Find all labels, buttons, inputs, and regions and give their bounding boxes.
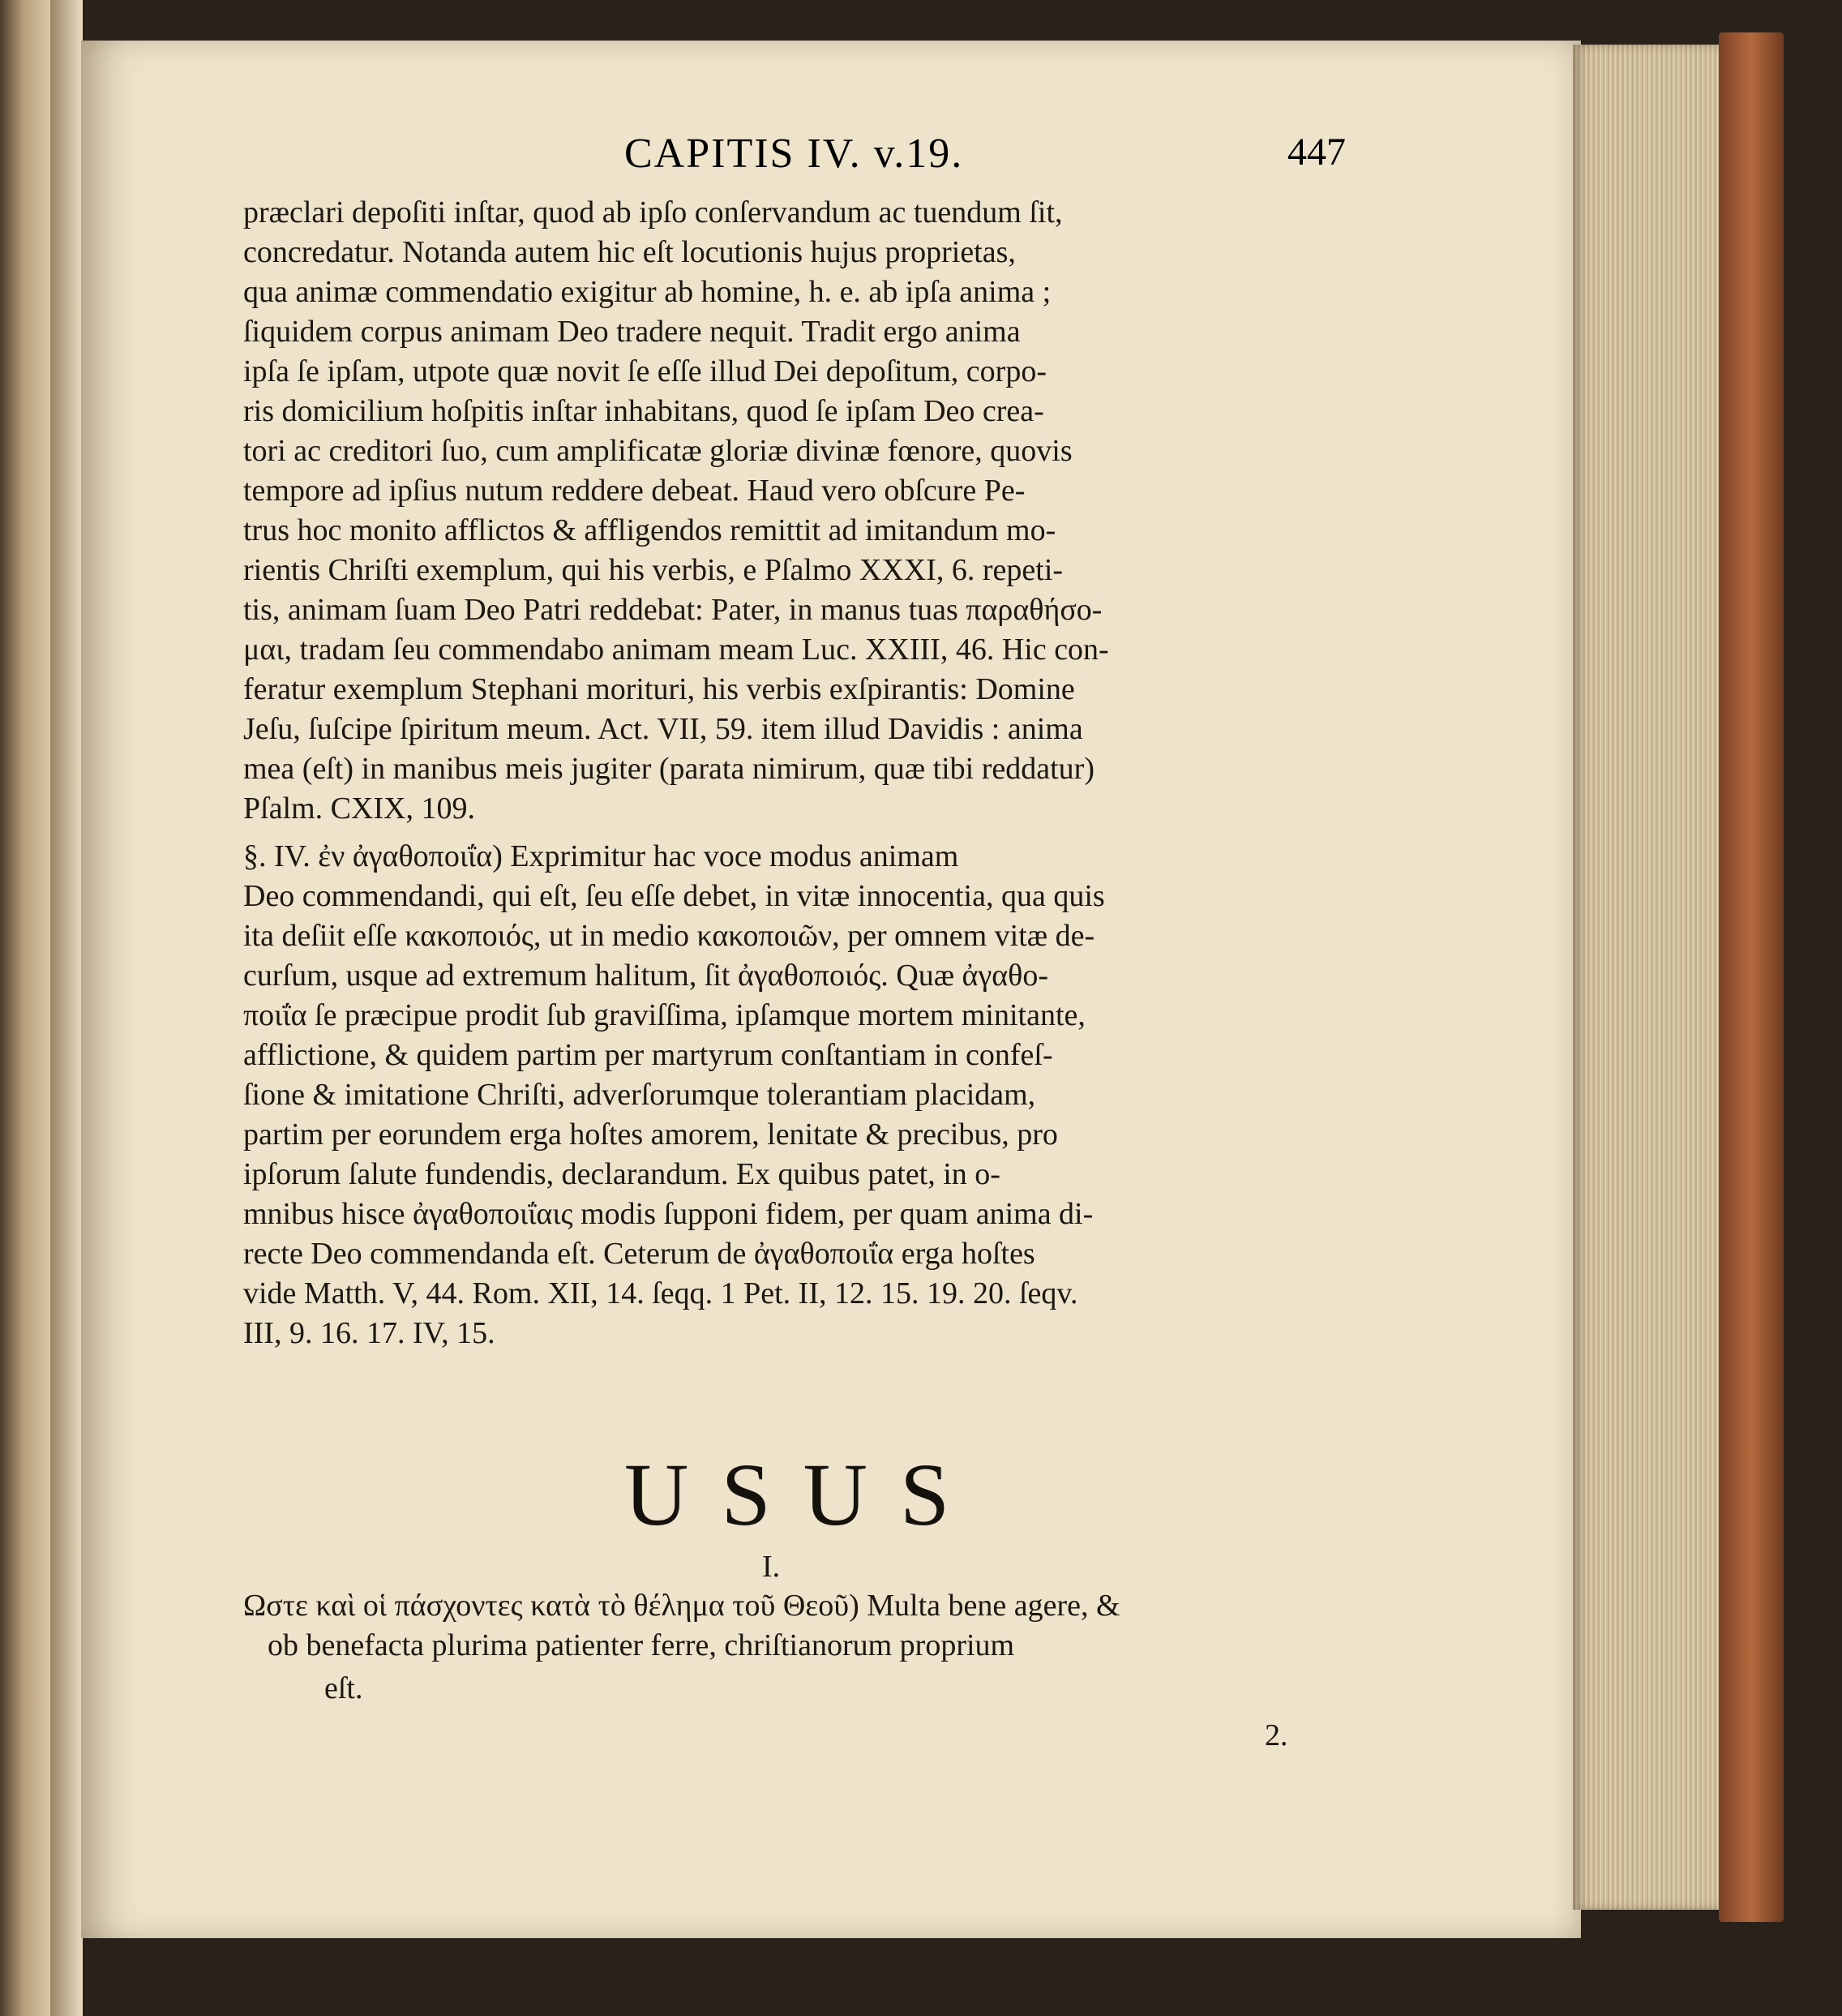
text-line: ris domicilium hoſpitis inſtar inhabitans, quod ſe ipſam Deo crea- (243, 394, 1044, 428)
text-line: recte Deo commendanda eſt. Ceterum de ἀγαθοποιΐα erga hoſtes (243, 1237, 1035, 1271)
text-line: tis, animam ſuam Deo Patri reddebat: Pater, in manus tuas παραθήσο- (243, 593, 1103, 627)
text-line: Ωστε καὶ οἱ πάσχοντες κατὰ τὸ θέλημα τοῦ Θεοῦ) Multa bene agere, & (243, 1589, 1120, 1623)
text-line: §. IV. ἐν ἀγαθοποιΐα) Exprimitur hac voce modus animam (243, 839, 959, 873)
text-line: partim per eorundem erga hoſtes amorem, lenitate & precibus, pro (243, 1117, 1058, 1152)
catchword: 2. (1265, 1718, 1288, 1752)
text-line: ob benefacta plurima patienter ferre, chriſtianorum proprium (268, 1628, 1015, 1662)
text-line: qua animæ commendatio exigitur ab homine, h. e. ab ipſa anima ; (243, 275, 1052, 309)
book-gutter (50, 0, 83, 2016)
page-number: 447 (1287, 131, 1346, 174)
text-line: ita deſiit eſſe κακοποιός, ut in medio κακοποιῶν, per omnem vitæ de- (243, 919, 1095, 953)
text-line: eſt. (324, 1671, 363, 1705)
text-line: ipſa ſe ipſam, utpote quæ novit ſe eſſe illud Dei depoſitum, corpo- (243, 354, 1047, 388)
text-line: ſiquidem corpus animam Deo tradere nequit. Tradit ergo anima (243, 315, 1021, 349)
text-line: μαι, tradam ſeu commendabo animam meam Luc. XXIII, 46. Hic con- (243, 633, 1109, 667)
text-line: curſum, usque ad extremum halitum, ſit ἀγαθοποιός. Quæ ἀγαθο- (243, 959, 1049, 993)
section-heading: USUS (624, 1445, 983, 1544)
text-line: tempore ad ipſius nutum reddere debeat. Haud vero obſcure Pe- (243, 474, 1026, 508)
left-page-edge (0, 0, 50, 2016)
text-line: concredatur. Notanda autem hic eſt locutionis hujus proprietas, (243, 235, 1016, 269)
text-line: vide Matth. V, 44. Rom. XII, 14. ſeqq. 1 Pet. II, 12. 15. 19. 20. ſeqv. (243, 1276, 1078, 1310)
text-line: ſione & imitatione Chriſti, adverſorumque tolerantiam placidam, (243, 1078, 1036, 1112)
text-line: III, 9. 16. 17. IV, 15. (243, 1316, 495, 1350)
leather-cover-edge (1719, 32, 1784, 1922)
page-fore-edge (1573, 45, 1735, 1910)
running-head-title: CAPITIS IV. v.19. (624, 131, 964, 177)
section-number: I. (762, 1550, 781, 1584)
text-line: Deo commendandi, qui eſt, ſeu eſſe debet, in vitæ innocentia, qua quis (243, 879, 1105, 913)
text-line: feratur exemplum Stephani morituri, his verbis exſpirantis: Domine (243, 672, 1075, 706)
text-line: trus hoc monito afflictos & affligendos remittit ad imitandum mo- (243, 513, 1056, 547)
running-head (243, 130, 1346, 178)
text-line: mnibus hisce ἀγαθοποιΐαις modis ſupponi fidem, per quam anima di- (243, 1197, 1094, 1231)
text-line: Pſalm. CXIX, 109. (243, 791, 476, 826)
text-line: afflictione, & quidem partim per martyrum conſtantiam in confeſ- (243, 1038, 1053, 1072)
text-line: ipſorum ſalute fundendis, declarandum. Ex quibus patet, in o- (243, 1157, 1000, 1191)
text-line: ποιΐα ſe præcipue prodit ſub graviſſima, ipſamque mortem minitante, (243, 998, 1086, 1032)
text-line: tori ac creditori ſuo, cum amplificatæ gloriæ divinæ fœnore, quovis (243, 434, 1073, 468)
text-line: præclari depoſiti inſtar, quod ab ipſo conſervandum ac tuendum ſit, (243, 195, 1063, 229)
text-line: mea (eſt) in manibus meis jugiter (parata nimirum, quæ tibi reddatur) (243, 752, 1094, 786)
text-line: Jeſu, ſuſcipe ſpiritum meum. Act. VII, 59. item illud Davidis : anima (243, 712, 1083, 746)
text-line: rientis Chriſti exemplum, qui his verbis, e Pſalmo XXXI, 6. repeti- (243, 553, 1064, 587)
